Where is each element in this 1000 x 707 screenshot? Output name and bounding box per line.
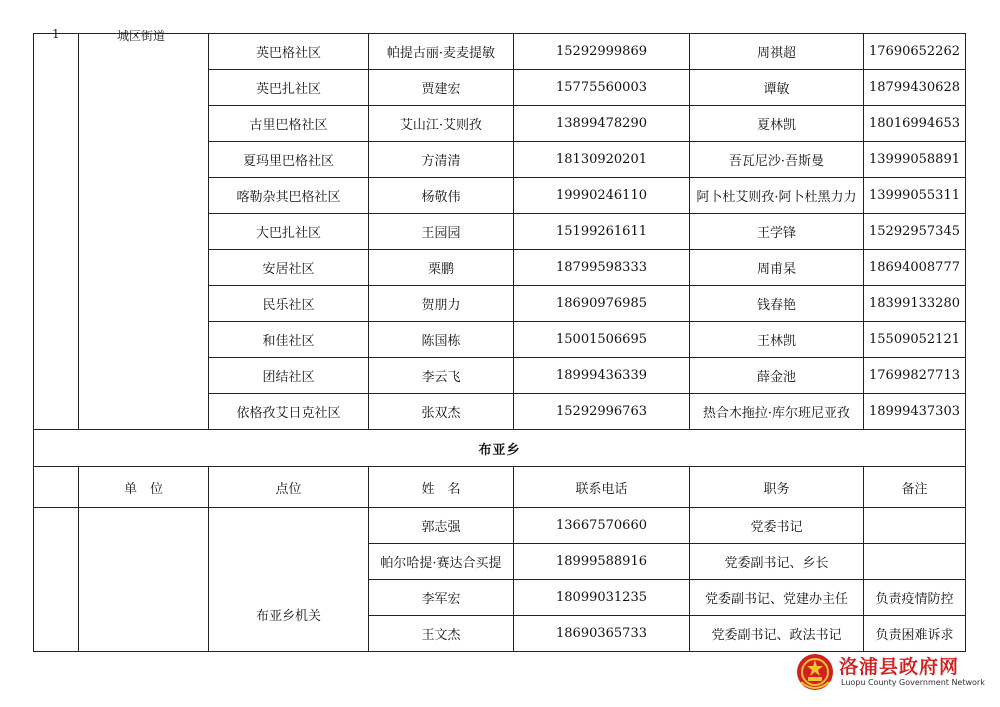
phone-cell: 13899478290 [514, 106, 690, 142]
phone2-cell: 18999437303 [864, 394, 966, 430]
section-title: 布亚乡 [34, 430, 966, 467]
unit-cell [79, 34, 209, 430]
duty-cell: 党委副书记、乡长 [690, 544, 864, 580]
contact2-cell: 王林凯 [690, 322, 864, 358]
remark-cell [864, 508, 966, 544]
duty-cell: 党委副书记、政法书记 [690, 616, 864, 652]
name-cell: 贾建宏 [369, 70, 514, 106]
header-unit: 单 位 [79, 467, 209, 508]
contact2-cell: 周甫杲 [690, 250, 864, 286]
point-cell: 团结社区 [209, 358, 369, 394]
contact2-cell: 钱春艳 [690, 286, 864, 322]
header-remark: 备注 [864, 467, 966, 508]
logo-subtitle: Luopu County Government Network [841, 678, 985, 687]
point-cell: 英巴扎社区 [209, 70, 369, 106]
name-cell: 杨敬伟 [369, 178, 514, 214]
table-row [34, 34, 966, 70]
phone-cell: 18099031235 [514, 580, 690, 616]
contact2-cell: 谭敏 [690, 70, 864, 106]
logo-title: 洛浦县政府网 [839, 656, 960, 678]
name-cell: 方清清 [369, 142, 514, 178]
name-cell: 张双杰 [369, 394, 514, 430]
table-row [34, 508, 966, 544]
phone-cell: 15199261611 [514, 214, 690, 250]
phone2-cell: 17699827713 [864, 358, 966, 394]
phone2-cell: 18694008777 [864, 250, 966, 286]
phone-cell: 18799598333 [514, 250, 690, 286]
point-cell: 布亚乡机关 [209, 508, 369, 652]
remark-cell [864, 544, 966, 580]
phone-cell: 13667570660 [514, 508, 690, 544]
phone2-cell: 18799430628 [864, 70, 966, 106]
phone-cell: 18999588916 [514, 544, 690, 580]
name-cell: 李云飞 [369, 358, 514, 394]
phone2-cell: 13999058891 [864, 142, 966, 178]
contact2-cell: 热合木拖拉·库尔班尼亚孜 [690, 394, 864, 430]
name-cell: 帕尔哈提·赛达合买提 [369, 544, 514, 580]
point-cell: 民乐社区 [209, 286, 369, 322]
contact2-cell: 夏林凯 [690, 106, 864, 142]
name-cell: 郭志强 [369, 508, 514, 544]
header-index [34, 467, 79, 508]
phone2-cell: 18399133280 [864, 286, 966, 322]
phone-cell: 18690365733 [514, 616, 690, 652]
contact2-cell: 阿卜杜艾则孜·阿卜杜黑力力 [690, 178, 864, 214]
phone-cell: 15292999869 [514, 34, 690, 70]
remark-cell: 负责疫情防控 [864, 580, 966, 616]
phone-cell: 18130920201 [514, 142, 690, 178]
phone2-cell: 15509052121 [864, 322, 966, 358]
remark-cell: 负责困难诉求 [864, 616, 966, 652]
unit-cell [79, 508, 209, 652]
name-cell: 陈国栋 [369, 322, 514, 358]
name-cell: 王文杰 [369, 616, 514, 652]
point-cell: 安居社区 [209, 250, 369, 286]
point-cell: 大巴扎社区 [209, 214, 369, 250]
name-cell: 李军宏 [369, 580, 514, 616]
header-row [34, 467, 966, 508]
point-cell: 古里巴格社区 [209, 106, 369, 142]
index-cell [34, 508, 79, 652]
header-name: 姓 名 [369, 467, 514, 508]
header-duty: 职务 [690, 467, 864, 508]
name-cell: 贺朋力 [369, 286, 514, 322]
contact2-cell: 薛金池 [690, 358, 864, 394]
name-cell: 王园园 [369, 214, 514, 250]
contact2-cell: 吾瓦尼沙·吾斯曼 [690, 142, 864, 178]
phone-cell: 18690976985 [514, 286, 690, 322]
contact-table [33, 33, 966, 652]
national-emblem-icon [795, 652, 835, 692]
point-cell: 英巴格社区 [209, 34, 369, 70]
unit-name-cut: 城区街道 [117, 29, 166, 43]
name-cell: 艾山江·艾则孜 [369, 106, 514, 142]
header-phone: 联系电话 [514, 467, 690, 508]
name-cell: 栗鹏 [369, 250, 514, 286]
site-logo[interactable] [795, 650, 995, 700]
phone2-cell: 15292957345 [864, 214, 966, 250]
phone-cell: 15001506695 [514, 322, 690, 358]
phone-cell: 18999436339 [514, 358, 690, 394]
point-cell: 夏玛里巴格社区 [209, 142, 369, 178]
duty-cell: 党委书记 [690, 508, 864, 544]
phone2-cell: 13999055311 [864, 178, 966, 214]
section-title-row [34, 430, 966, 467]
contact2-cell: 王学锋 [690, 214, 864, 250]
phone2-cell: 18016994653 [864, 106, 966, 142]
contact2-cell: 周祺超 [690, 34, 864, 70]
phone-cell: 19990246110 [514, 178, 690, 214]
point-cell: 喀勒杂其巴格社区 [209, 178, 369, 214]
row-index: 1 [52, 27, 60, 41]
name-cell: 帕提古丽·麦麦提敏 [369, 34, 514, 70]
phone-cell: 15292996763 [514, 394, 690, 430]
phone-cell: 15775560003 [514, 70, 690, 106]
point-cell: 依格孜艾日克社区 [209, 394, 369, 430]
duty-cell: 党委副书记、党建办主任 [690, 580, 864, 616]
header-point: 点位 [209, 467, 369, 508]
point-cell: 和佳社区 [209, 322, 369, 358]
index-cell [34, 34, 79, 430]
phone2-cell: 17690652262 [864, 34, 966, 70]
